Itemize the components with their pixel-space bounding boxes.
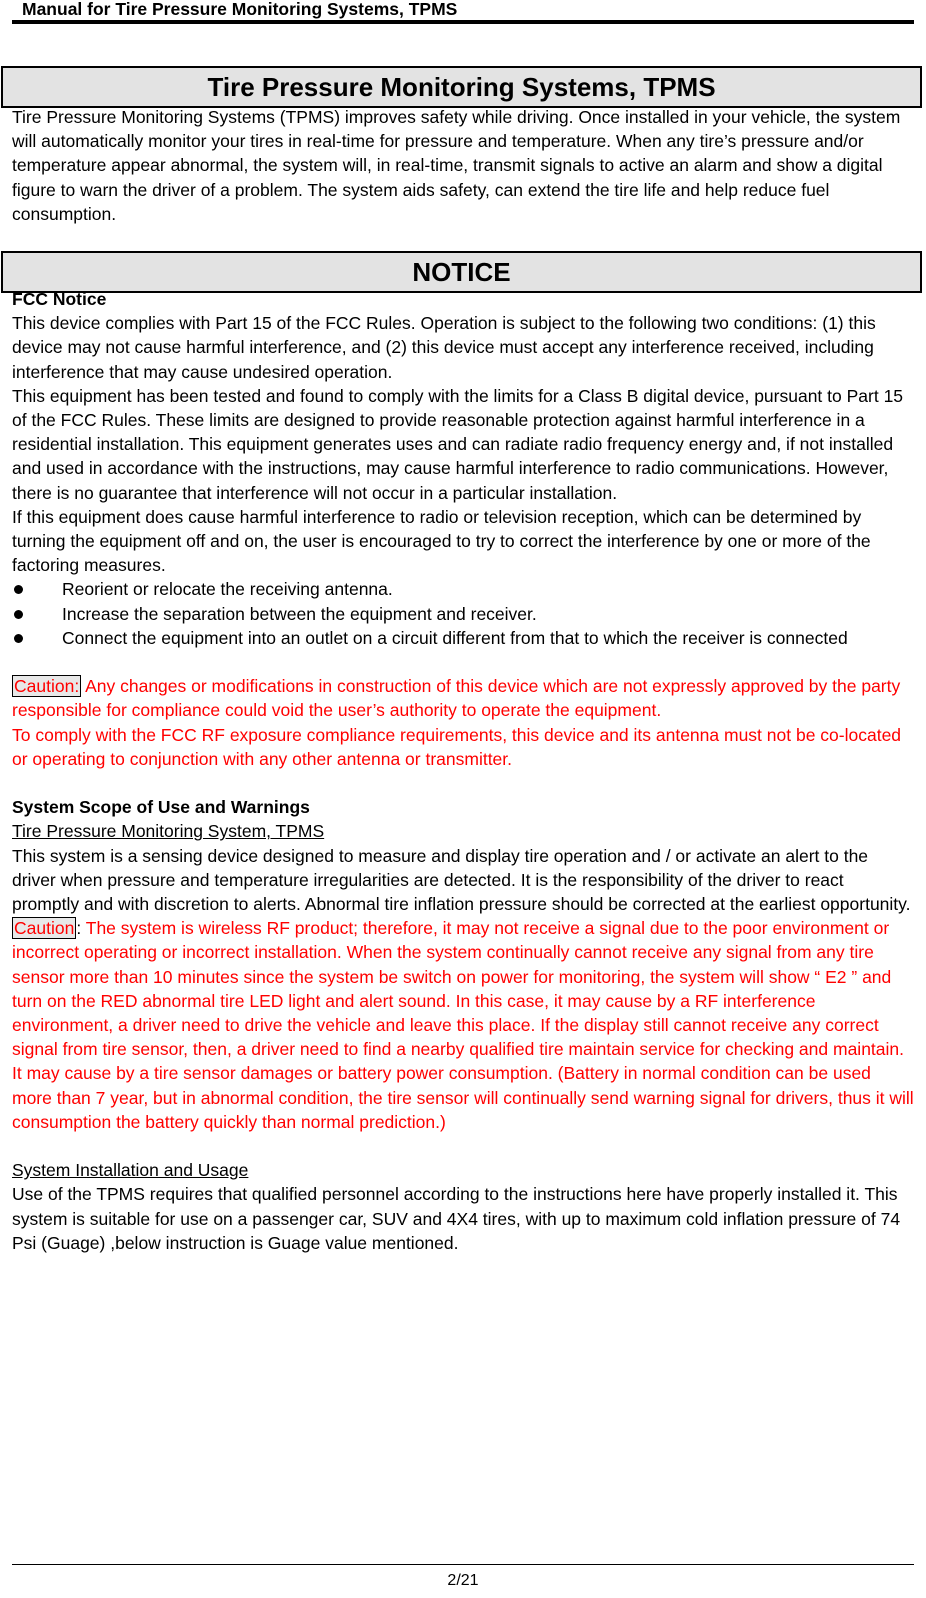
list-item-text: Connect the equipment into an outlet on a circuit different from that to which the receiver is connected [62, 627, 848, 648]
bullet-dot-icon [14, 585, 23, 594]
section-title-banner: Tire Pressure Monitoring Systems, TPMS [1, 66, 922, 108]
list-item-text: Increase the separation between the equipment and receiver. [62, 603, 537, 624]
intro-paragraph: Tire Pressure Monitoring Systems (TPMS) improves safety while driving. Once installed in your vehicle, the system will automatically monitor your tires in real-time for pressure and temperature. When any tire’s pressure and/or temperature appear abnormal, the system will, in real-time, transmit signals to active an alarm and show a digital figure to warn the driver of a problem. The system aids safety, can extend the tire life and help reduce fuel consumption. [12, 107, 901, 224]
fcc-caution-paragraph [12, 674, 914, 722]
list-item [12, 577, 914, 601]
bullet-dot-icon [14, 634, 23, 643]
intro-section [12, 105, 914, 226]
list-item [12, 626, 914, 650]
list-item-text: Reorient or relocate the receiving antenna. [62, 579, 393, 600]
scope-heading: System Scope of Use and Warnings [12, 797, 310, 818]
installation-body: Use of the TPMS requires that qualified personnel according to the instructions here have properly installed it. This system is suitable for use on a passenger car, SUV and 4X4 tires, with up to maximum cold inflation pressure of 74 Psi (Guage) ,below instruction is Guage value mentioned. [12, 1184, 901, 1253]
notice-section [12, 287, 914, 1255]
notice-banner: NOTICE [1, 251, 922, 293]
fcc-paragraph-1: This device complies with Part 15 of the FCC Rules. Operation is subject to the following two conditions: (1) this device may not cause harmful interference, and (2) this device must accept any interference received, including interference that may cause undesired operation. [12, 313, 876, 382]
fcc-measures-list [12, 577, 914, 650]
list-item [12, 602, 914, 626]
fcc-paragraph-2: This equipment has been tested and found to comply with the limits for a Class B digital device, pursuant to Part 15 of the FCC Rules. These limits are designed to provide reasonable protection against harmful interference in a residential installation. This equipment generates uses and can radiate radio frequency energy and, if not installed and used in accordance with the instructions, may cause harmful interference to radio communications. However, there is no guarantee that interference will not occur in a particular installation. [12, 385, 904, 503]
header-rule [12, 20, 914, 24]
bullet-dot-icon [14, 610, 23, 619]
scope-caution-text: The system is wireless RF product; therefore, it may not receive a signal due to the poor environment or incorrect operating or incorrect installation. When the system continually cannot receive any signal from any tire sensor more than 10 minutes since the system be switch on power for monitoring, the system will show “ E2 ” and turn on the RED abnormal tire LED light and alert sound. In this case, it may cause by a RF interference environment, a driver need to drive the vehicle and leave this place. If the display still cannot receive any correct signal from tire sensor, then, a driver need to find a nearby qualified tire maintain service for checking and maintain. It may cause by a tire sensor damages or battery power consumption. (Battery in normal condition can be used more than 7 year, but in abnormal condition, the tire sensor will continually send warning signal for drivers, thus it will consumption the battery quickly than normal prediction.) [12, 918, 914, 1132]
page-number: 2/21 [447, 1572, 479, 1589]
footer-rule [12, 1564, 914, 1565]
rf-exposure-paragraph: To comply with the FCC RF exposure compliance requirements, this device and its antenna must not be co-located or operating to conjunction with any other antenna or transmitter. [12, 724, 902, 769]
scope-subheading: Tire Pressure Monitoring System, TPMS [12, 821, 325, 842]
fcc-notice-heading: FCC Notice [12, 289, 107, 309]
document-header-title: Manual for Tire Pressure Monitoring Systems, TPMS [22, 0, 458, 19]
caution-label: Caution: [14, 676, 80, 697]
scope-caution-paragraph [12, 916, 914, 1134]
scope-caution-colon: : [76, 918, 82, 939]
fcc-paragraph-3: If this equipment does cause harmful interference to radio or television reception, which can be determined by turning the equipment off and on, the user is encouraged to try to correct the interference by one or more of the factoring measures. [12, 506, 871, 576]
caution-text: Any changes or modifications in construction of this device which are not expressly approved by the party responsible for compliance could void the user’s authority to operate the equipment. [12, 676, 901, 721]
installation-heading: System Installation and Usage [12, 1160, 249, 1181]
scope-body: This system is a sensing device designed to measure and display tire operation and / or activate an alert to the driver when pressure and temperature irregularities are detected. It is the responsibility of the driver to react promptly and with discretion to alerts. Abnormal tire inflation pressure should be corrected at the earliest opportunity. [12, 845, 911, 915]
scope-caution-label: Caution [14, 918, 75, 939]
